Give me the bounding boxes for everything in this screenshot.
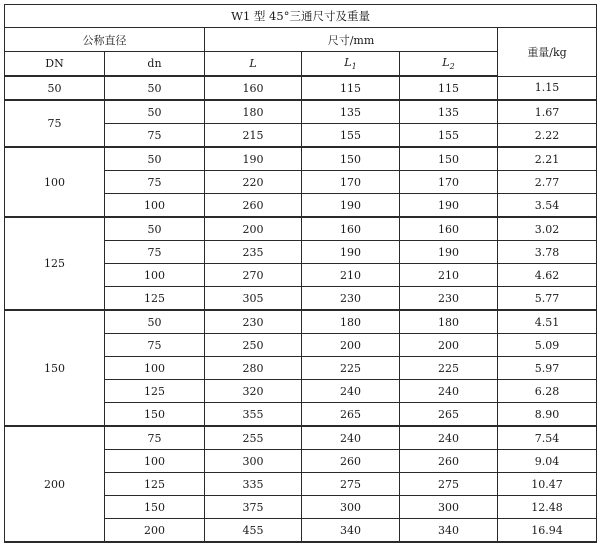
l2-cell: 275 (400, 473, 498, 496)
l1-cell: 225 (302, 357, 400, 380)
l1-cell: 230 (302, 287, 400, 311)
weight-cell: 2.22 (498, 124, 597, 148)
l-cell: 250 (205, 334, 302, 357)
dn-cell: 200 (105, 519, 205, 543)
l1-cell: 190 (302, 241, 400, 264)
dn-cell: 100 (105, 450, 205, 473)
weight-cell: 3.54 (498, 194, 597, 218)
weight-cell: 2.77 (498, 171, 597, 194)
weight-cell: 3.78 (498, 241, 597, 264)
dn-lower-header: dn (105, 52, 205, 77)
dn-cell: 125 (5, 217, 105, 310)
dn-cell: 75 (105, 426, 205, 450)
l-cell: 220 (205, 171, 302, 194)
l1-header (302, 52, 400, 77)
l1-cell: 240 (302, 426, 400, 450)
l2-cell: 300 (400, 496, 498, 519)
weight-cell: 8.90 (498, 403, 597, 427)
l-cell: 280 (205, 357, 302, 380)
weight-cell: 2.21 (498, 147, 597, 171)
l1-cell: 340 (302, 519, 400, 543)
l2-cell: 230 (400, 287, 498, 311)
dn-cell: 100 (5, 147, 105, 217)
table-row (5, 147, 597, 171)
l2-cell: 200 (400, 334, 498, 357)
l1-cell: 260 (302, 450, 400, 473)
l-cell: 270 (205, 264, 302, 287)
weight-cell: 1.67 (498, 100, 597, 124)
l1-cell: 170 (302, 171, 400, 194)
l-header: L (205, 52, 302, 77)
l-cell: 200 (205, 217, 302, 241)
weight-cell: 5.09 (498, 334, 597, 357)
l-cell: 355 (205, 403, 302, 427)
weight-cell: 4.51 (498, 310, 597, 334)
l1-cell: 115 (302, 76, 400, 100)
l2-cell: 240 (400, 426, 498, 450)
weight-cell: 7.54 (498, 426, 597, 450)
l-cell: 305 (205, 287, 302, 311)
l-cell: 235 (205, 241, 302, 264)
l1-cell: 190 (302, 194, 400, 218)
dn-cell: 150 (105, 403, 205, 427)
l2-cell: 340 (400, 519, 498, 543)
l1-cell: 160 (302, 217, 400, 241)
l2-cell: 265 (400, 403, 498, 427)
dn-cell: 125 (105, 287, 205, 311)
weight-cell: 10.47 (498, 473, 597, 496)
l2-cell: 190 (400, 241, 498, 264)
weight-cell: 1.15 (498, 76, 597, 100)
l1-header-sub: 1 (351, 62, 357, 72)
l-cell: 215 (205, 124, 302, 148)
l2-cell: 225 (400, 357, 498, 380)
l1-cell: 240 (302, 380, 400, 403)
dn-cell: 50 (105, 310, 205, 334)
l2-header-sub: 2 (449, 62, 455, 72)
table-title: W1 型 45°三通尺寸及重量 (5, 5, 597, 28)
dn-cell: 125 (105, 473, 205, 496)
weight-cell: 16.94 (498, 519, 597, 543)
dn-cell: 75 (5, 100, 105, 147)
table-body (5, 76, 597, 542)
l2-cell: 210 (400, 264, 498, 287)
nominal-diameter-header: 公称直径 (5, 28, 205, 52)
dn-cell: 100 (105, 194, 205, 218)
l-cell: 180 (205, 100, 302, 124)
l1-cell: 300 (302, 496, 400, 519)
l1-cell: 150 (302, 147, 400, 171)
l1-cell: 180 (302, 310, 400, 334)
l2-cell: 115 (400, 76, 498, 100)
l-cell: 160 (205, 76, 302, 100)
l-cell: 260 (205, 194, 302, 218)
l1-cell: 275 (302, 473, 400, 496)
dn-cell: 75 (105, 334, 205, 357)
dn-cell: 75 (105, 124, 205, 148)
l-cell: 255 (205, 426, 302, 450)
l2-cell: 160 (400, 217, 498, 241)
weight-cell: 6.28 (498, 380, 597, 403)
l1-cell: 200 (302, 334, 400, 357)
l2-header-base: L (442, 55, 450, 69)
l1-cell: 265 (302, 403, 400, 427)
l1-cell: 135 (302, 100, 400, 124)
dn-cell: 200 (5, 426, 105, 542)
dn-cell: 50 (105, 147, 205, 171)
weight-cell: 3.02 (498, 217, 597, 241)
dn-cell: 75 (105, 241, 205, 264)
weight-cell: 4.62 (498, 264, 597, 287)
l2-cell: 155 (400, 124, 498, 148)
l-cell: 335 (205, 473, 302, 496)
l1-cell: 155 (302, 124, 400, 148)
dn-cell: 50 (105, 76, 205, 100)
l2-cell: 150 (400, 147, 498, 171)
table-row (5, 76, 597, 100)
l2-cell: 260 (400, 450, 498, 473)
l2-cell: 135 (400, 100, 498, 124)
weight-cell: 9.04 (498, 450, 597, 473)
table-row (5, 310, 597, 334)
l-cell: 230 (205, 310, 302, 334)
l-cell: 375 (205, 496, 302, 519)
dn-cell: 50 (105, 100, 205, 124)
l-cell: 455 (205, 519, 302, 543)
table-row (5, 100, 597, 124)
weight-cell: 5.97 (498, 357, 597, 380)
l-cell: 320 (205, 380, 302, 403)
dn-cell: 50 (5, 76, 105, 100)
l2-cell: 170 (400, 171, 498, 194)
dn-cell: 50 (105, 217, 205, 241)
dn-cell: 150 (105, 496, 205, 519)
l-cell: 300 (205, 450, 302, 473)
dn-cell: 100 (105, 357, 205, 380)
l-cell: 190 (205, 147, 302, 171)
dn-cell: 150 (5, 310, 105, 426)
l1-header-base: L (344, 55, 352, 69)
l2-cell: 180 (400, 310, 498, 334)
weight-cell: 5.77 (498, 287, 597, 311)
l2-cell: 240 (400, 380, 498, 403)
dn-cell: 125 (105, 380, 205, 403)
weight-cell: 12.48 (498, 496, 597, 519)
dn-upper-header: DN (5, 52, 105, 77)
dn-cell: 75 (105, 171, 205, 194)
document-page (4, 4, 596, 542)
table-row (5, 217, 597, 241)
weight-header: 重量/kg (498, 28, 597, 77)
l2-header (400, 52, 498, 77)
dimension-weight-table (4, 4, 597, 543)
table-row (5, 426, 597, 450)
l1-cell: 210 (302, 264, 400, 287)
dn-cell: 100 (105, 264, 205, 287)
dimension-header: 尺寸/mm (205, 28, 498, 52)
l2-cell: 190 (400, 194, 498, 218)
